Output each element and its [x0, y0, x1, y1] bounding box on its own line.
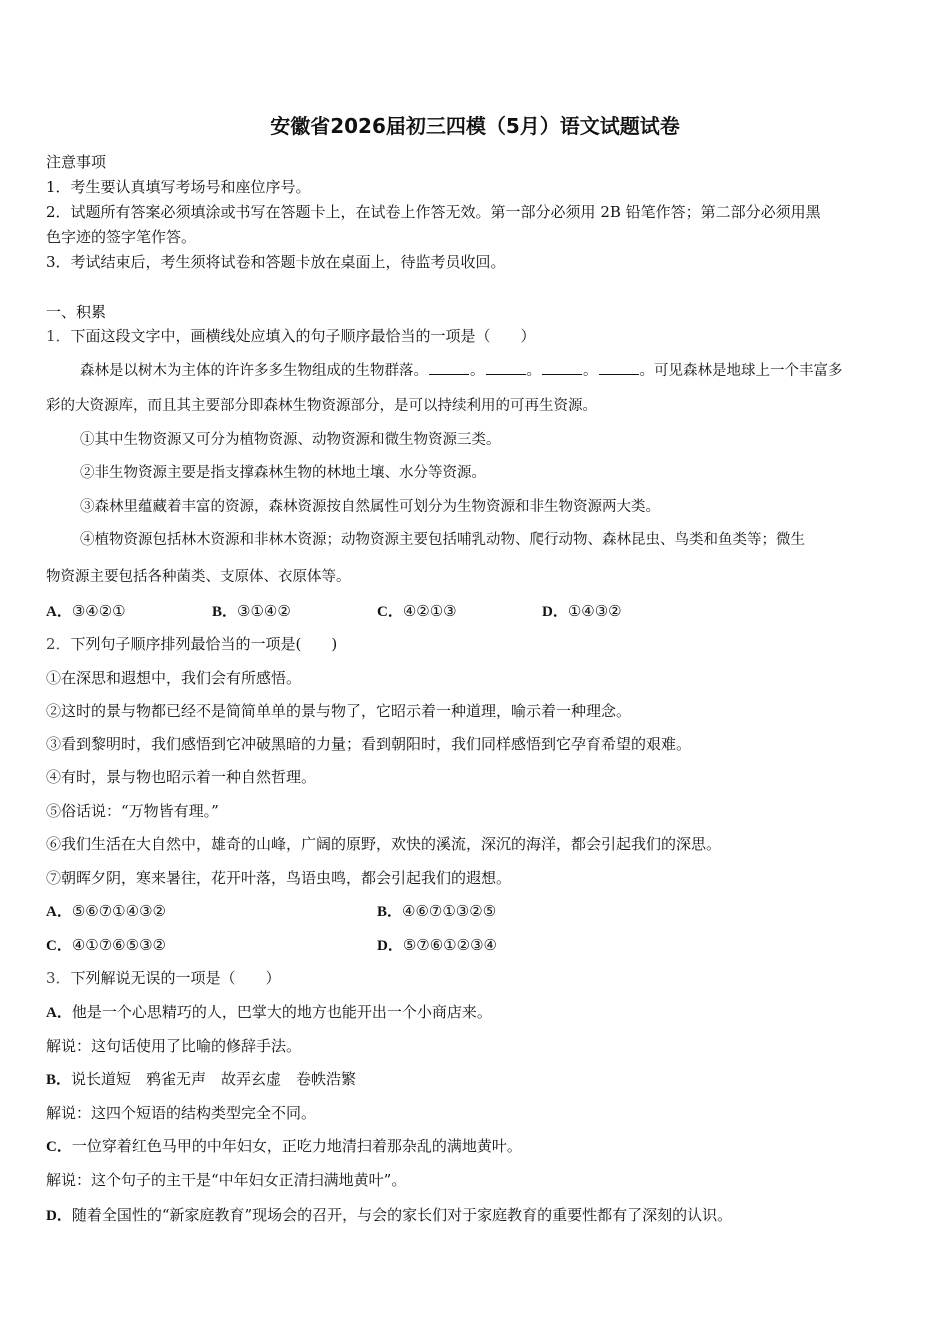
- question-2-stem: [46, 634, 337, 654]
- q2-sentence-4: ④有时，景与物也昭示着一种自然哲理。: [46, 768, 317, 786]
- question-number: 1．: [46, 327, 71, 345]
- q3-option-b[interactable]: B．说长道短 鸦雀无声 故弄玄虚 卷帙浩繁: [46, 1070, 357, 1088]
- fill-blank: [542, 360, 582, 375]
- passage-text: 森林是以树木为主体的许许多多生物组成的生物群落。: [80, 363, 428, 379]
- notice-item-3: 3．考试结束后，考生须将试卷和答题卡放在桌面上，待监考员收回。: [46, 253, 506, 271]
- q3-explanation-c: 解说：这个句子的主干是“中年妇女正清扫满地黄叶”。: [46, 1171, 407, 1189]
- question-number: 3．: [46, 969, 71, 987]
- q1-passage-line-2: 彩的大资源库，而且其主要部分即森林生物资源部分，是可以持续利用的可再生资源。: [46, 398, 597, 414]
- punct: 。: [470, 363, 485, 379]
- q2-sentence-7: ⑦朝晖夕阴，寒来暑往，花开叶落，鸟语虫鸣，都会引起我们的遐想。: [46, 869, 512, 887]
- section-heading: 一、积累: [46, 303, 107, 321]
- q3-explanation-b: 解说：这四个短语的结构类型完全不同。: [46, 1104, 317, 1122]
- q1-option-a[interactable]: A．③④②①: [46, 602, 126, 620]
- notice-item-2-cont: 色字迹的签字笔作答。: [46, 228, 197, 246]
- fill-blank: [429, 360, 469, 375]
- fill-blank: [486, 360, 526, 375]
- q2-sentence-3: ③看到黎明时，我们感悟到它冲破黑暗的力量；看到朝阳时，我们同样感悟到它孕育希望的艰难。: [46, 735, 692, 753]
- q1-sentence-4: ④植物资源包括林木资源和非林木资源；动物资源主要包括哺乳动物、爬行动物、森林昆虫、鸟类和鱼类等；微生: [80, 532, 805, 548]
- q1-option-c[interactable]: C．④②①③: [377, 602, 457, 620]
- fill-blank: [599, 360, 639, 375]
- q2-option-c[interactable]: C．④①⑦⑥⑤③②: [46, 936, 166, 954]
- q3-option-d[interactable]: D．随着全国性的“新家庭教育”现场会的召开，与会的家长们对于家庭教育的重要性都有了深刻的认识。: [46, 1206, 733, 1224]
- question-number: 2．: [46, 635, 71, 653]
- notice-heading: 注意事项: [46, 153, 107, 171]
- q3-option-a[interactable]: A．他是一个心思精巧的人，巴掌大的地方也能开出一个小商店来。: [46, 1003, 492, 1021]
- q2-sentence-1: ①在深思和遐想中，我们会有所感悟。: [46, 669, 302, 687]
- q1-sentence-3: ③森林里蕴藏着丰富的资源，森林资源按自然属性可划分为生物资源和非生物资源两大类。: [80, 499, 660, 515]
- q1-option-b[interactable]: B．③①④②: [212, 602, 291, 620]
- q2-option-d[interactable]: D．⑤⑦⑥①②③④: [377, 936, 497, 954]
- question-1-stem: [46, 326, 536, 346]
- question-3-stem: [46, 968, 281, 988]
- question-text: 下列解说无误的一项是（ ）: [70, 969, 281, 987]
- punct: 。: [526, 363, 541, 379]
- q3-option-c[interactable]: C．一位穿着红色马甲的中年妇女，正吃力地清扫着那杂乱的满地黄叶。: [46, 1137, 522, 1155]
- q1-option-d[interactable]: D．①④③②: [542, 602, 622, 620]
- q2-option-a[interactable]: A．⑤⑥⑦①④③②: [46, 902, 166, 920]
- question-text: 下面这段文字中，画横线处应填入的句子顺序最恰当的一项是（ ）: [70, 327, 536, 345]
- q2-sentence-6: ⑥我们生活在大自然中，雄奇的山峰，广阔的原野，欢快的溪流，深沉的海洋，都会引起我们的深思。: [46, 835, 722, 853]
- q3-explanation-a: 解说：这句话使用了比喻的修辞手法。: [46, 1037, 302, 1055]
- q2-option-b[interactable]: B．④⑥⑦①③②⑤: [377, 902, 497, 920]
- question-text: 下列句子顺序排列最恰当的一项是( ): [70, 635, 338, 653]
- q1-sentence-1: ①其中生物资源又可分为植物资源、动物资源和微生物资源三类。: [80, 432, 501, 448]
- notice-item-1: 1．考生要认真填写考场号和座位序号。: [46, 178, 311, 196]
- q1-sentence-2: ②非生物资源主要是指支撑森林生物的林地土壤、水分等资源。: [80, 465, 486, 481]
- notice-item-2: 2．试题所有答案必须填涂或书写在答题卡上，在试卷上作答无效。第一部分必须用 2B 铅笔作答；第二部分必须用黑: [46, 203, 821, 221]
- q1-passage-line-1: [80, 360, 843, 381]
- page-title: 安徽省2026届初三四模（5月）语文试题试卷: [270, 114, 680, 138]
- q2-sentence-2: ②这时的景与物都已经不是简简单单的景与物了，它昭示着一种道理，喻示着一种理念。: [46, 702, 632, 720]
- punct: 。: [583, 363, 598, 379]
- passage-text: 。可见森林是地球上一个丰富多: [639, 363, 843, 379]
- q2-sentence-5: ⑤俗话说：“万物皆有理。”: [46, 802, 219, 820]
- q1-sentence-4-cont: 物资源主要包括各种菌类、支原体、衣原体等。: [46, 569, 351, 585]
